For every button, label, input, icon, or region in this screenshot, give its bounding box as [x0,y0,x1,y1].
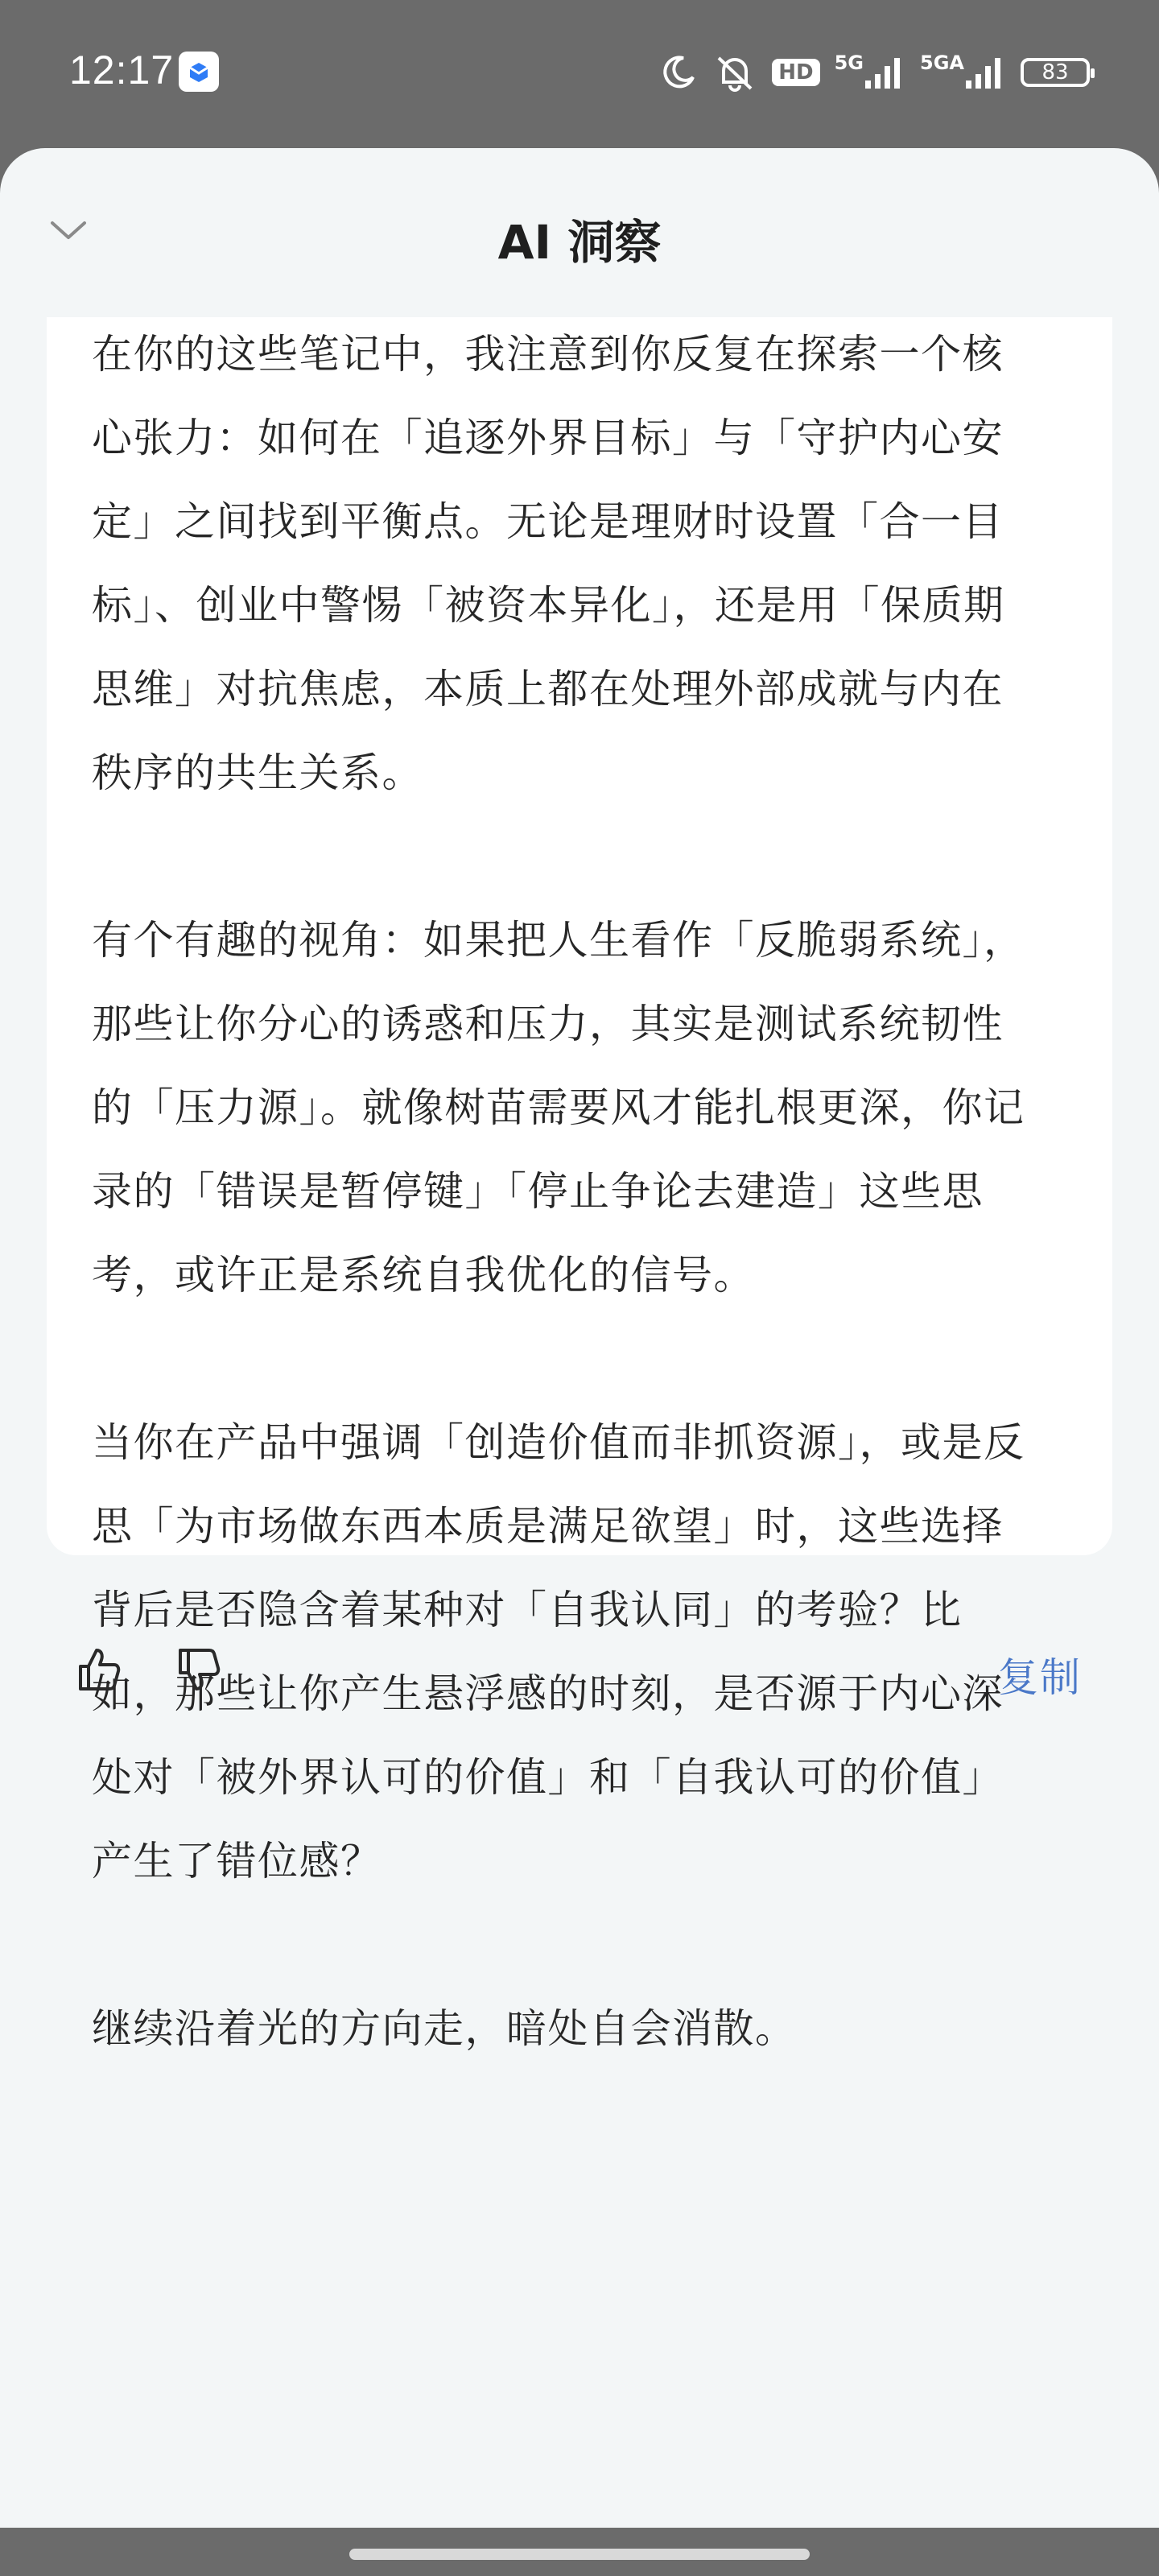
thumbs-up-icon [72,1644,124,1695]
signal-icon-2 [920,52,1006,89]
moon-icon [659,53,698,92]
thumbs-down-icon [172,1644,224,1695]
status-bar [0,0,1159,148]
feedback-actions [0,1628,1159,1724]
ai-insight-sheet [0,148,1159,2528]
mute-icon [712,53,757,92]
status-time: 12:17 [69,47,175,93]
home-indicator[interactable] [349,2549,810,2560]
network-label: 5G [834,52,864,74]
signal-icon [834,52,905,89]
page-title: AI 洞察 [497,215,662,270]
system-nav-bar [0,2528,1159,2576]
hd-badge: HD [772,59,819,86]
insight-paragraph: 在你的这些笔记中，我注意到你反复在探索一个核心张力：如何在「追逐外界目标」与「守护内心安定」之间找到平衡点。无论是理财时设置「合一目标」、创业中警惕「被资本异化」，还是用「保质期思维」对抗焦虑，本质上都在处理外部成就与内在秩序的共生关系。 [92,331,1005,796]
dislike-button[interactable] [172,1644,224,1695]
insight-paragraph: 当你在产品中强调「创造价值而非抓资源」，或是反思「为市场做东西本质是满足欲望」时，这些选择背后是否隐含着某种对「自我认同」的考验？比如，那些让你产生悬浮感的时刻，是否源于内心深处对「被外界认可的价值」和「自我认可的价值」产生了错位感？ [92,1419,1025,1885]
status-icons [659,48,1090,97]
like-button[interactable] [72,1644,124,1695]
insight-paragraph: 继续沿着光的方向走，暗处自会消散。 [92,2005,797,2052]
app-notification-icon [179,52,219,92]
battery-indicator: 83 [1021,58,1090,87]
copy-button[interactable]: 复制 [998,1654,1082,1701]
network-label-2: 5GA [920,52,964,74]
sheet-header [0,148,1159,317]
insight-paragraph: 有个有趣的视角：如果把人生看作「反脆弱系统」，那些让你分心的诱惑和压力，其实是测试系统韧性的「压力源」。就像树苗需要风才能扎根更深，你记录的「错误是暂停键」「停止争论去建造」这些思考，或许正是系统自我优化的信号。 [92,917,1025,1298]
